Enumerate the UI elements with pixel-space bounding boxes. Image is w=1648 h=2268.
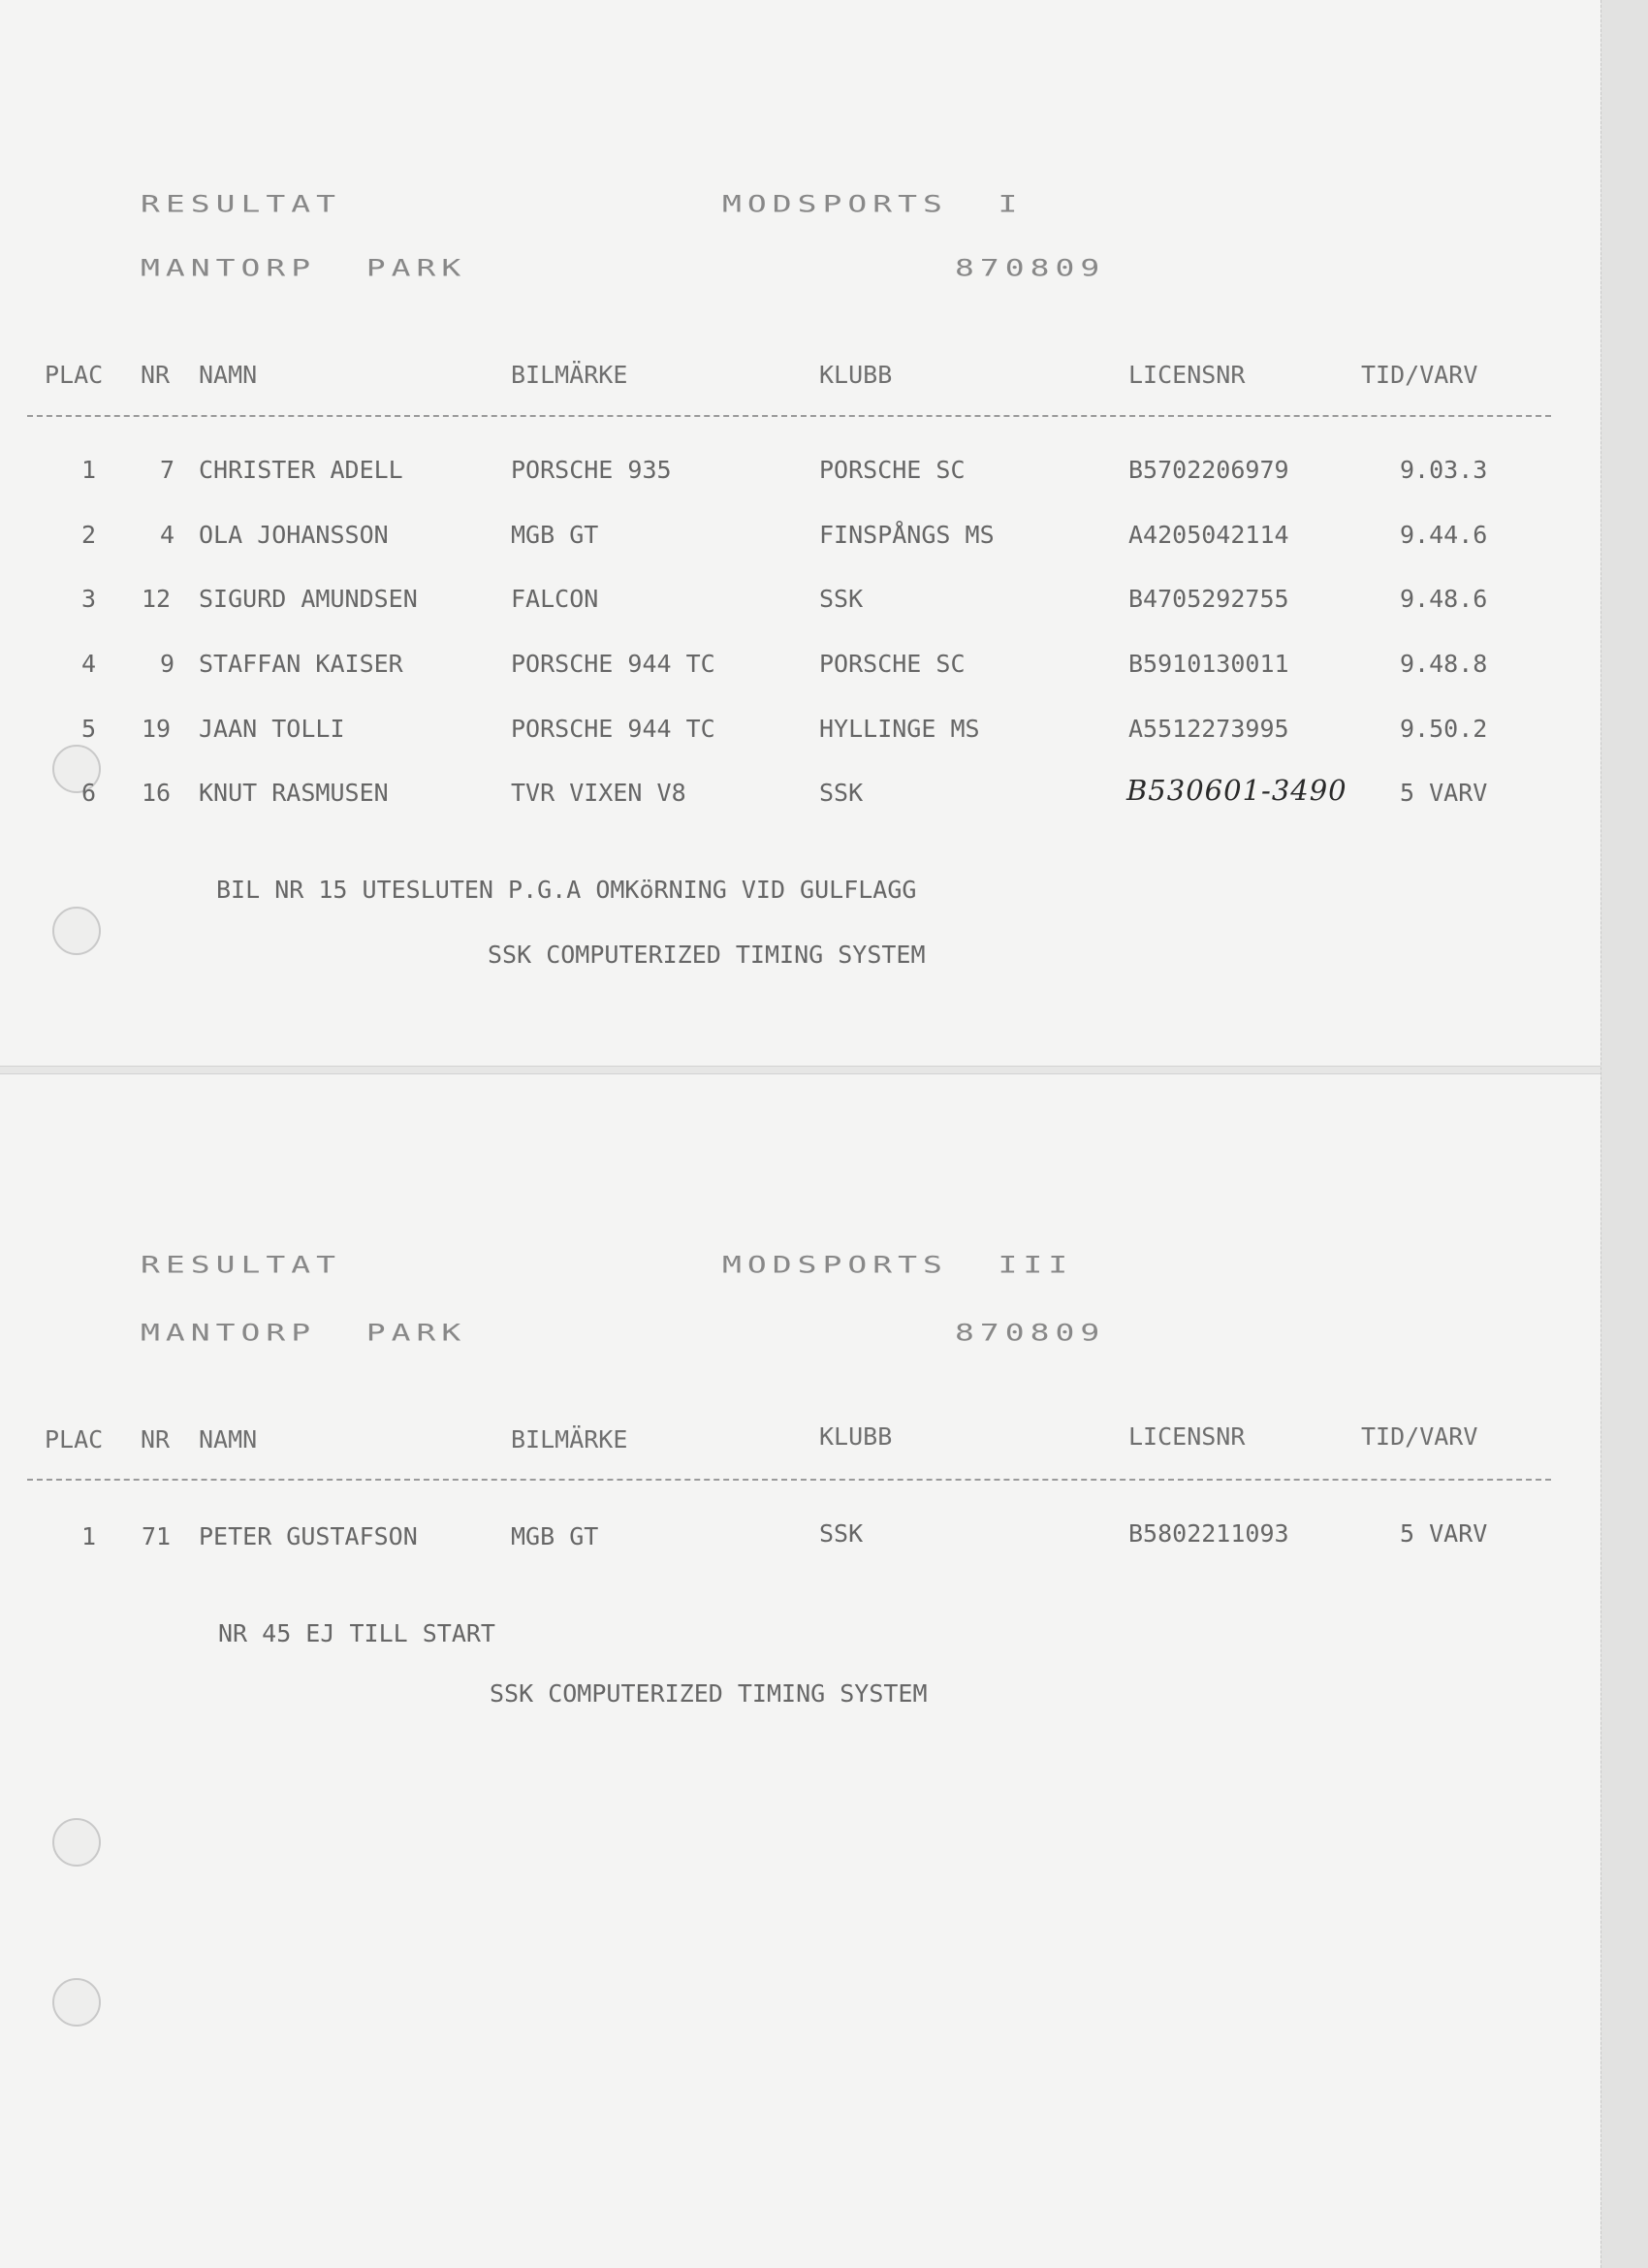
cell-klubb: PORSCHE SC [819, 650, 966, 678]
cell-namn: CHRISTER ADELL [199, 456, 403, 484]
cell-bilmarke: MGB GT [511, 521, 599, 549]
sheet2-start-note: NR 45 EJ TILL START [218, 1619, 495, 1647]
sheet2-venue: MANTORP PARK [141, 1319, 467, 1347]
cell-namn: STAFFAN KAISER [199, 650, 403, 678]
cell-licensnr: B4705292755 [1128, 585, 1289, 613]
col-header-klubb: KLUBB [819, 361, 893, 389]
cell-tid: 9.50.2 [1400, 715, 1488, 743]
sheet1-venue: MANTORP PARK [141, 254, 467, 282]
cell-tid: 9.44.6 [1400, 521, 1488, 549]
col-header-klubb: KLUBB [819, 1422, 893, 1451]
cell-plac: 1 [81, 456, 97, 484]
header-rule [27, 415, 1551, 417]
col-header-bilmarke: BILMÄRKE [511, 361, 628, 389]
sheet1-exclusion-note: BIL NR 15 UTESLUTEN P.G.A OMKöRNING VID GULFLAGG [216, 876, 917, 904]
cell-licensnr: B5802211093 [1128, 1519, 1289, 1548]
binder-hole [52, 1978, 101, 2027]
cell-tid: 9.48.8 [1400, 650, 1488, 678]
cell-plac: 2 [81, 521, 97, 549]
cell-namn: PETER GUSTAFSON [199, 1522, 418, 1550]
sheet2-date: 870809 [955, 1319, 1106, 1347]
cell-plac: 5 [81, 715, 97, 743]
cell-tid: 5 VARV [1400, 779, 1488, 807]
cell-plac: 3 [81, 585, 97, 613]
binder-hole [52, 907, 101, 955]
col-header-namn: NAMN [199, 361, 258, 389]
perforation-tear-line [0, 1066, 1601, 1074]
cell-tid: 9.48.6 [1400, 585, 1488, 613]
cell-licensnr: B5910130011 [1128, 650, 1289, 678]
cell-bilmarke: TVR VIXEN V8 [511, 779, 686, 807]
cell-licensnr: B5702206979 [1128, 456, 1289, 484]
cell-bilmarke: PORSCHE 944 TC [511, 715, 715, 743]
cell-namn: KNUT RASMUSEN [199, 779, 389, 807]
cell-klubb: SSK [819, 585, 864, 613]
cell-nr: 7 [160, 456, 175, 484]
sheet1-class-title: MODSPORTS I [722, 190, 1024, 218]
cell-licensnr: A5512273995 [1128, 715, 1289, 743]
tractor-feed-edge [1600, 0, 1648, 2268]
cell-nr: 16 [142, 779, 172, 807]
col-header-licensnr: LICENSNR [1128, 1422, 1246, 1451]
col-header-tid-varv: TID/VARV [1361, 361, 1478, 389]
cell-namn: OLA JOHANSSON [199, 521, 389, 549]
cell-plac: 4 [81, 650, 97, 678]
col-header-bilmarke: BILMÄRKE [511, 1425, 628, 1453]
col-header-plac: PLAC [45, 361, 104, 389]
cell-nr: 19 [142, 715, 172, 743]
cell-tid: 9.03.3 [1400, 456, 1488, 484]
sheet1-footer: SSK COMPUTERIZED TIMING SYSTEM [488, 941, 926, 969]
sheet2-footer: SSK COMPUTERIZED TIMING SYSTEM [490, 1679, 928, 1708]
sheet2-title-left: RESULTAT [141, 1251, 341, 1279]
cell-bilmarke: FALCON [511, 585, 599, 613]
col-header-tid-varv: TID/VARV [1361, 1422, 1478, 1451]
cell-plac: 1 [81, 1522, 97, 1550]
cell-namn: SIGURD AMUNDSEN [199, 585, 418, 613]
cell-tid: 5 VARV [1400, 1519, 1488, 1548]
binder-hole [52, 1818, 101, 1867]
sheet1-date: 870809 [955, 254, 1106, 282]
cell-nr: 4 [160, 521, 175, 549]
col-header-namn: NAMN [199, 1425, 258, 1453]
cell-bilmarke: MGB GT [511, 1522, 599, 1550]
cell-licensnr: A4205042114 [1128, 521, 1289, 549]
cell-nr: 12 [142, 585, 172, 613]
cell-nr: 9 [160, 650, 175, 678]
cell-klubb: SSK [819, 1519, 864, 1548]
col-header-nr: NR [141, 1425, 171, 1453]
cell-klubb: HYLLINGE MS [819, 715, 980, 743]
col-header-licensnr: LICENSNR [1128, 361, 1246, 389]
sheet1-title-left: RESULTAT [141, 190, 341, 218]
col-header-plac: PLAC [45, 1425, 104, 1453]
sheet2-class-title: MODSPORTS III [722, 1251, 1074, 1279]
cell-namn: JAAN TOLLI [199, 715, 345, 743]
col-header-nr: NR [141, 361, 171, 389]
handwritten-licensnr: B530601-3490 [1126, 774, 1347, 807]
cell-nr: 71 [142, 1522, 172, 1550]
cell-klubb: PORSCHE SC [819, 456, 966, 484]
cell-bilmarke: PORSCHE 935 [511, 456, 672, 484]
header-rule [27, 1479, 1551, 1481]
cell-klubb: SSK [819, 779, 864, 807]
cell-bilmarke: PORSCHE 944 TC [511, 650, 715, 678]
cell-klubb: FINSPÅNGS MS [819, 521, 995, 549]
cell-plac: 6 [81, 779, 97, 807]
